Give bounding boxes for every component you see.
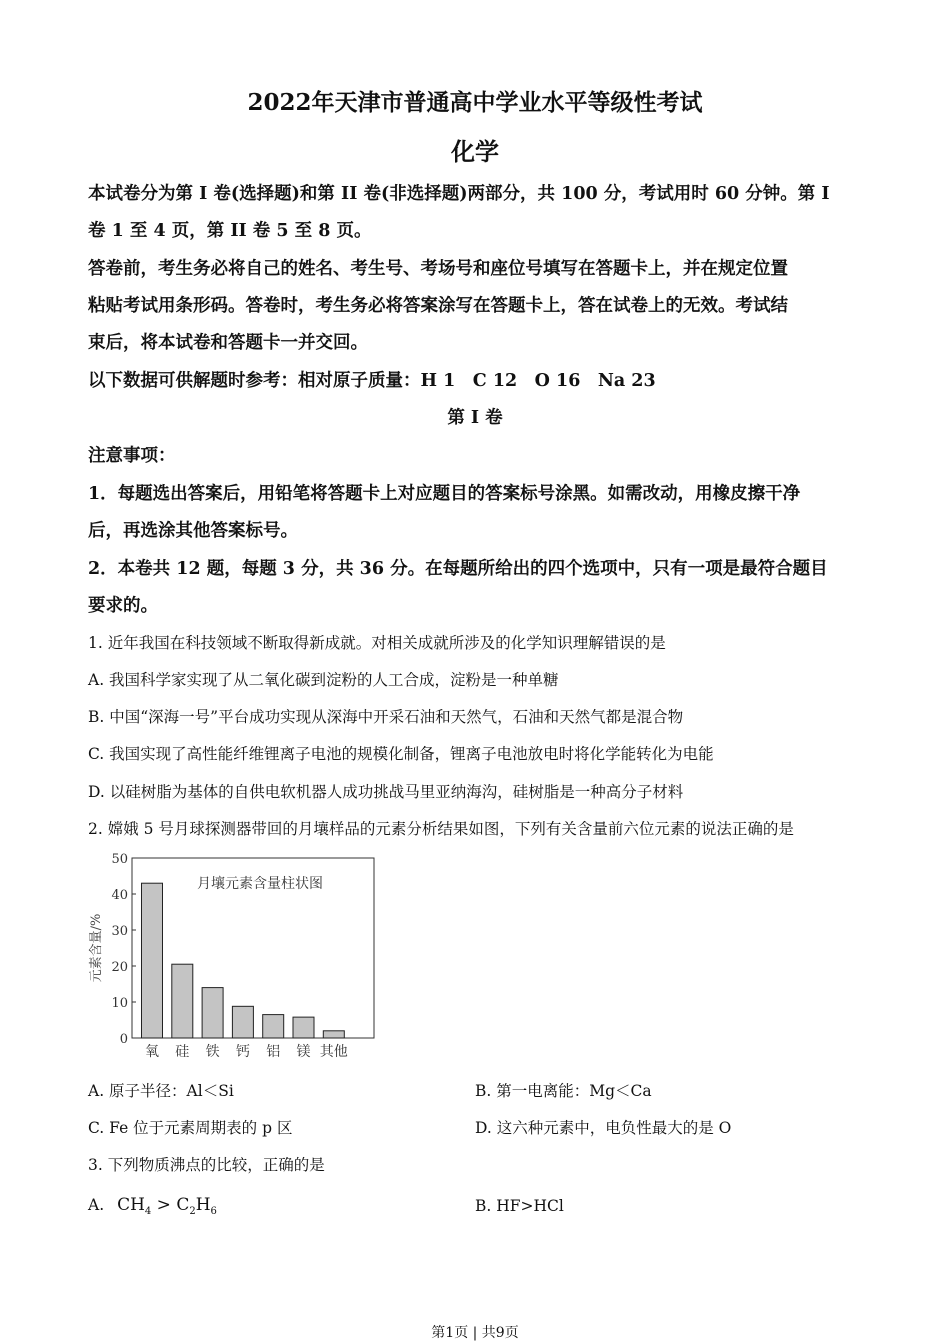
q3-formula bbox=[117, 1195, 217, 1215]
formula-sub-2: 2 bbox=[189, 1206, 196, 1217]
x-tick-label: 氧 bbox=[145, 1044, 159, 1060]
notice-heading: 注意事项： bbox=[88, 446, 176, 466]
y-tick-label: 50 bbox=[111, 852, 128, 867]
page-footer: 第1页 | 共9页 bbox=[431, 1325, 519, 1341]
q1-option-d: D. 以硅树脂为基体的自供电软机器人成功挑战马里亚纳海沟，硅树脂是一种高分子材料 bbox=[88, 783, 684, 801]
bar-硅 bbox=[172, 964, 193, 1038]
q1-option-a: A. 我国科学家实现了从二氧化碳到淀粉的人工合成，淀粉是一种单糖 bbox=[88, 671, 559, 689]
q2-stem: 2. 嫦娥 5 号月球探测器带回的月壤样品的元素分析结果如图，下列有关含量前六位元素的说法正确的是 bbox=[88, 820, 794, 838]
section-title: 第 I 卷 bbox=[447, 408, 503, 428]
notice-2-line-1: 2．本卷共 12 题，每题 3 分，共 36 分。在每题所给出的四个选项中，只有一项是最符合题目 bbox=[88, 559, 828, 579]
intro-line-2: 卷 1 至 4 页，第 II 卷 5 至 8 页。 bbox=[88, 221, 372, 241]
notice-1-line-1: 1．每题选出答案后，用铅笔将答题卡上对应题目的答案标号涂黑。如需改动，用橡皮擦干净 bbox=[88, 484, 801, 504]
y-tick-label: 40 bbox=[111, 888, 128, 903]
bar-钙 bbox=[232, 1006, 253, 1038]
x-tick-label: 钙 bbox=[235, 1044, 250, 1060]
bar-镁 bbox=[293, 1017, 314, 1038]
q1-option-c: C. 我国实现了高性能纤维锂离子电池的规模化制备，锂离子电池放电时将化学能转化为电能 bbox=[88, 745, 714, 763]
q2-option-d: D. 这六种元素中，电负性最大的是 O bbox=[475, 1119, 732, 1137]
moon-soil-bar-chart bbox=[80, 848, 380, 1068]
intro-line-3: 答卷前，考生务必将自己的姓名、考生号、考场号和座位号填写在答题卡上，并在规定位置 bbox=[88, 259, 788, 279]
x-tick-label: 镁 bbox=[296, 1044, 311, 1060]
q2-option-c: C. Fe 位于元素周期表的 p 区 bbox=[88, 1119, 293, 1137]
q2-option-a: A. 原子半径：Al＜Si bbox=[88, 1082, 234, 1100]
formula-gt-c: > C bbox=[151, 1195, 190, 1215]
bar-氧 bbox=[142, 883, 163, 1038]
atomic-mass-reference: 以下数据可供解题时参考：相对原子质量：H 1 C 12 O 16 Na 23 bbox=[88, 371, 656, 391]
y-tick-label: 0 bbox=[119, 1032, 128, 1047]
y-tick-label: 10 bbox=[111, 996, 128, 1011]
q1-option-b: B. 中国“深海一号”平台成功实现从深海中开采石油和天然气，石油和天然气都是混合物 bbox=[88, 708, 684, 726]
bar-铁 bbox=[202, 988, 223, 1038]
notice-1-line-2: 后，再选涂其他答案标号。 bbox=[88, 521, 298, 541]
q3-option-a-label: A. bbox=[88, 1196, 105, 1214]
bar-其他 bbox=[323, 1031, 344, 1038]
chart-title: 月壤元素含量柱状图 bbox=[197, 876, 323, 892]
subject-title: 化学 bbox=[451, 137, 499, 166]
exam-title: 2022年天津市普通高中学业水平等级性考试 bbox=[247, 89, 703, 116]
y-axis-label: 元素含量/% bbox=[89, 913, 104, 983]
intro-line-1: 本试卷分为第 I 卷(选择题)和第 II 卷(非选择题)两部分，共 100 分，考试用时 60 分钟。第 I bbox=[88, 184, 830, 204]
q3-option-b: B. HF>HCl bbox=[475, 1197, 564, 1215]
bar-铝 bbox=[263, 1015, 284, 1038]
q3-stem: 3. 下列物质沸点的比较，正确的是 bbox=[88, 1156, 325, 1174]
y-tick-label: 20 bbox=[111, 960, 128, 975]
x-tick-label: 铁 bbox=[205, 1044, 220, 1060]
formula-h: H bbox=[195, 1195, 211, 1215]
q3-option-a bbox=[88, 1195, 217, 1217]
intro-line-4: 粘贴考试用条形码。答卷时，考生务必将答案涂写在答题卡上，答在试卷上的无效。考试结 bbox=[88, 296, 788, 316]
x-tick-label: 铝 bbox=[266, 1044, 281, 1060]
y-tick-label: 30 bbox=[111, 924, 128, 939]
q2-option-b: B. 第一电离能：Mg＜Ca bbox=[475, 1082, 652, 1100]
x-tick-label: 其他 bbox=[319, 1044, 348, 1060]
notice-2-line-2: 要求的。 bbox=[88, 596, 158, 616]
q1-stem: 1. 近年我国在科技领域不断取得新成就。对相关成就所涉及的化学知识理解错误的是 bbox=[88, 634, 666, 652]
x-tick-label: 硅 bbox=[175, 1044, 190, 1060]
formula-ch: CH bbox=[117, 1195, 145, 1215]
intro-line-5: 束后，将本试卷和答题卡一并交回。 bbox=[88, 333, 368, 353]
formula-sub-4: 4 bbox=[144, 1206, 152, 1217]
formula-sub-6: 6 bbox=[210, 1206, 217, 1217]
